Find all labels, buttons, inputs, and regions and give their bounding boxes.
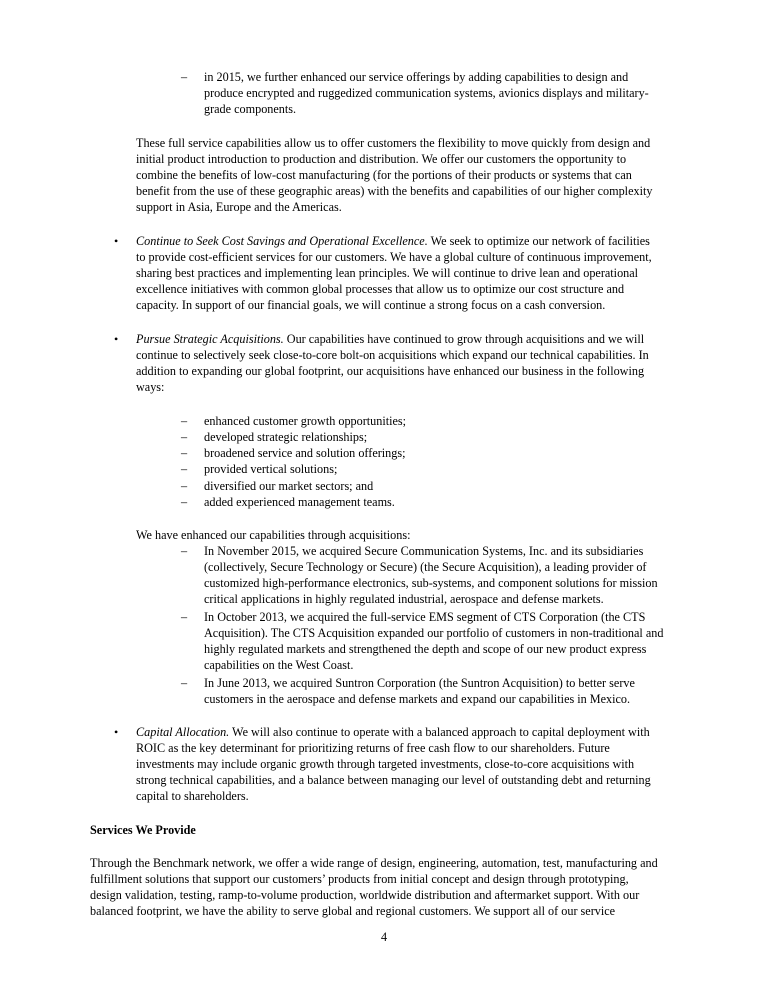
text-line: In October 2013, we acquired the full-service EMS segment of CTS Corporation (the CTS [204, 610, 646, 624]
dash-glyph: – [181, 70, 188, 84]
dash-glyph: – [181, 446, 188, 460]
enhanced-intro: We have enhanced our capabilities through acquisitions: [136, 528, 411, 542]
cost-savings-first-rest: We seek to optimize our network of facilities [427, 234, 650, 248]
text-line: customers in the aerospace and defense markets and expand our capabilities in Mexico. [204, 692, 631, 706]
text-line: ROIC as the key determinant for prioritizing returns of free cash flow to our shareholders. Future [136, 741, 610, 755]
list-item-text: broadened service and solution offerings; [204, 446, 406, 460]
list-item-text: diversified our market sectors; and [204, 479, 374, 493]
text-line: in 2015, we further enhanced our service offerings by adding capabilities to design and [204, 70, 629, 84]
deal-item-secure [204, 543, 658, 607]
acquisitions-first-rest: Our capabilities have continued to grow through acquisitions and we will [283, 332, 645, 346]
services-paragraph [90, 855, 658, 919]
list-item-text: added experienced management teams. [204, 495, 395, 509]
acquisitions-paragraph [136, 331, 649, 395]
bullet-glyph: • [114, 725, 119, 739]
page-number: 4 [380, 930, 388, 944]
text-line: (collectively, Secure Technology or Secure) (the Secure Acquisition), a leading provider of [204, 560, 647, 574]
cost-savings-paragraph [136, 233, 652, 313]
text-line: In November 2015, we acquired Secure Communication Systems, Inc. and its subsidiaries [204, 544, 644, 558]
text-line: In June 2013, we acquired Suntron Corporation (the Suntron Acquisition) to better serve [204, 676, 635, 690]
text-line: Through the Benchmark network, we offer a wide range of design, engineering, automation, test, manufacturing and [90, 856, 658, 870]
text-line: customized high-performance electronics, sub-systems, and component solutions for mission [204, 576, 658, 590]
section-heading: Services We Provide [90, 823, 196, 837]
dash-glyph: – [181, 430, 188, 444]
dash-glyph: – [181, 479, 188, 493]
text-line: combine the benefits of low-cost manufacturing (for the portions of their products or systems that can [136, 168, 632, 182]
dash-glyph: – [181, 544, 188, 558]
dash-glyph: – [181, 414, 188, 428]
capital-title: Capital Allocation. [136, 725, 230, 739]
intro-dash-text [204, 69, 649, 117]
capital-first-rest: We will also continue to operate with a balanced approach to capital deployment with [229, 725, 650, 739]
dash-glyph: – [181, 610, 188, 624]
text-line: ways: [136, 380, 165, 394]
text-line: These full service capabilities allow us to offer customers the flexibility to move quickly from design and [136, 136, 651, 150]
text-line: capacity. In support of our financial goals, we will continue a strong focus on a cash conversion. [136, 298, 606, 312]
text-line: design validation, testing, ramp-to-volume production, worldwide distribution and aftermarket support. With our [90, 888, 640, 902]
text-line: sharing best practices and implementing lean principles. We will continue to drive lean and operational [136, 266, 639, 280]
text-line: capabilities on the West Coast. [204, 658, 354, 672]
text-line: fulfillment solutions that support our customers’ products from initial concept and design through prototyping, [90, 872, 629, 886]
text-line: benefit from the use of these geographic areas) with the benefits and capabilities of our higher complexity [136, 184, 653, 198]
text-line: balanced footprint, we have the ability to serve global and regional customers. We support all of our service [90, 904, 616, 918]
text-line: to provide cost-efficient services for our customers. We have a global culture of continuous improvement, [136, 250, 652, 264]
text-line: investments may include organic growth through targeted investments, close-to-core acquisitions with [136, 757, 635, 771]
dash-glyph: – [181, 676, 188, 690]
acquisitions-title: Pursue Strategic Acquisitions. [136, 332, 284, 346]
text-line: grade components. [204, 102, 297, 116]
text-line: produce encrypted and ruggedized communication systems, avionics displays and military- [204, 86, 649, 100]
text-line: highly regulated markets and strengthened the depth and scope of our new product express [204, 642, 647, 656]
dash-glyph: – [181, 495, 188, 509]
text-line: Acquisition). The CTS Acquisition expanded our portfolio of customers in non-traditional and [204, 626, 664, 640]
capital-allocation-paragraph [136, 724, 651, 804]
list-item-text: enhanced customer growth opportunities; [204, 414, 407, 428]
text-line: capital to shareholders. [136, 789, 249, 803]
text-line: continue to selectively seek close-to-core bolt-on acquisitions which expand our technical capabilities. In [136, 348, 649, 362]
text-line: initial product introduction to production and distribution. We offer our customers the opportunity to [136, 152, 627, 166]
list-item-text: provided vertical solutions; [204, 462, 338, 476]
bullet-glyph: • [114, 332, 119, 346]
text-line: excellence initiatives with common global processes that allow us to optimize our cost structure and [136, 282, 625, 296]
text-line [136, 331, 649, 347]
text-line: support in Asia, Europe and the Americas. [136, 200, 342, 214]
text-line: addition to expanding our global footprint, our acquisitions have enhanced our business in the following [136, 364, 645, 378]
cost-savings-title: Continue to Seek Cost Savings and Operational Excellence. [136, 234, 428, 248]
list-item-text: developed strategic relationships; [204, 430, 368, 444]
text-line: strong technical capabilities, and a balance between managing our level of outstanding debt and returning [136, 773, 651, 787]
text-line [136, 724, 651, 740]
dash-glyph: – [181, 462, 188, 476]
deal-item-suntron [204, 675, 635, 707]
text-line [136, 233, 652, 249]
deal-item-cts [204, 609, 663, 673]
text-line: critical applications in highly regulated industrial, aerospace and defense markets. [204, 592, 604, 606]
bullet-glyph: • [114, 234, 119, 248]
full-service-paragraph [136, 135, 652, 215]
